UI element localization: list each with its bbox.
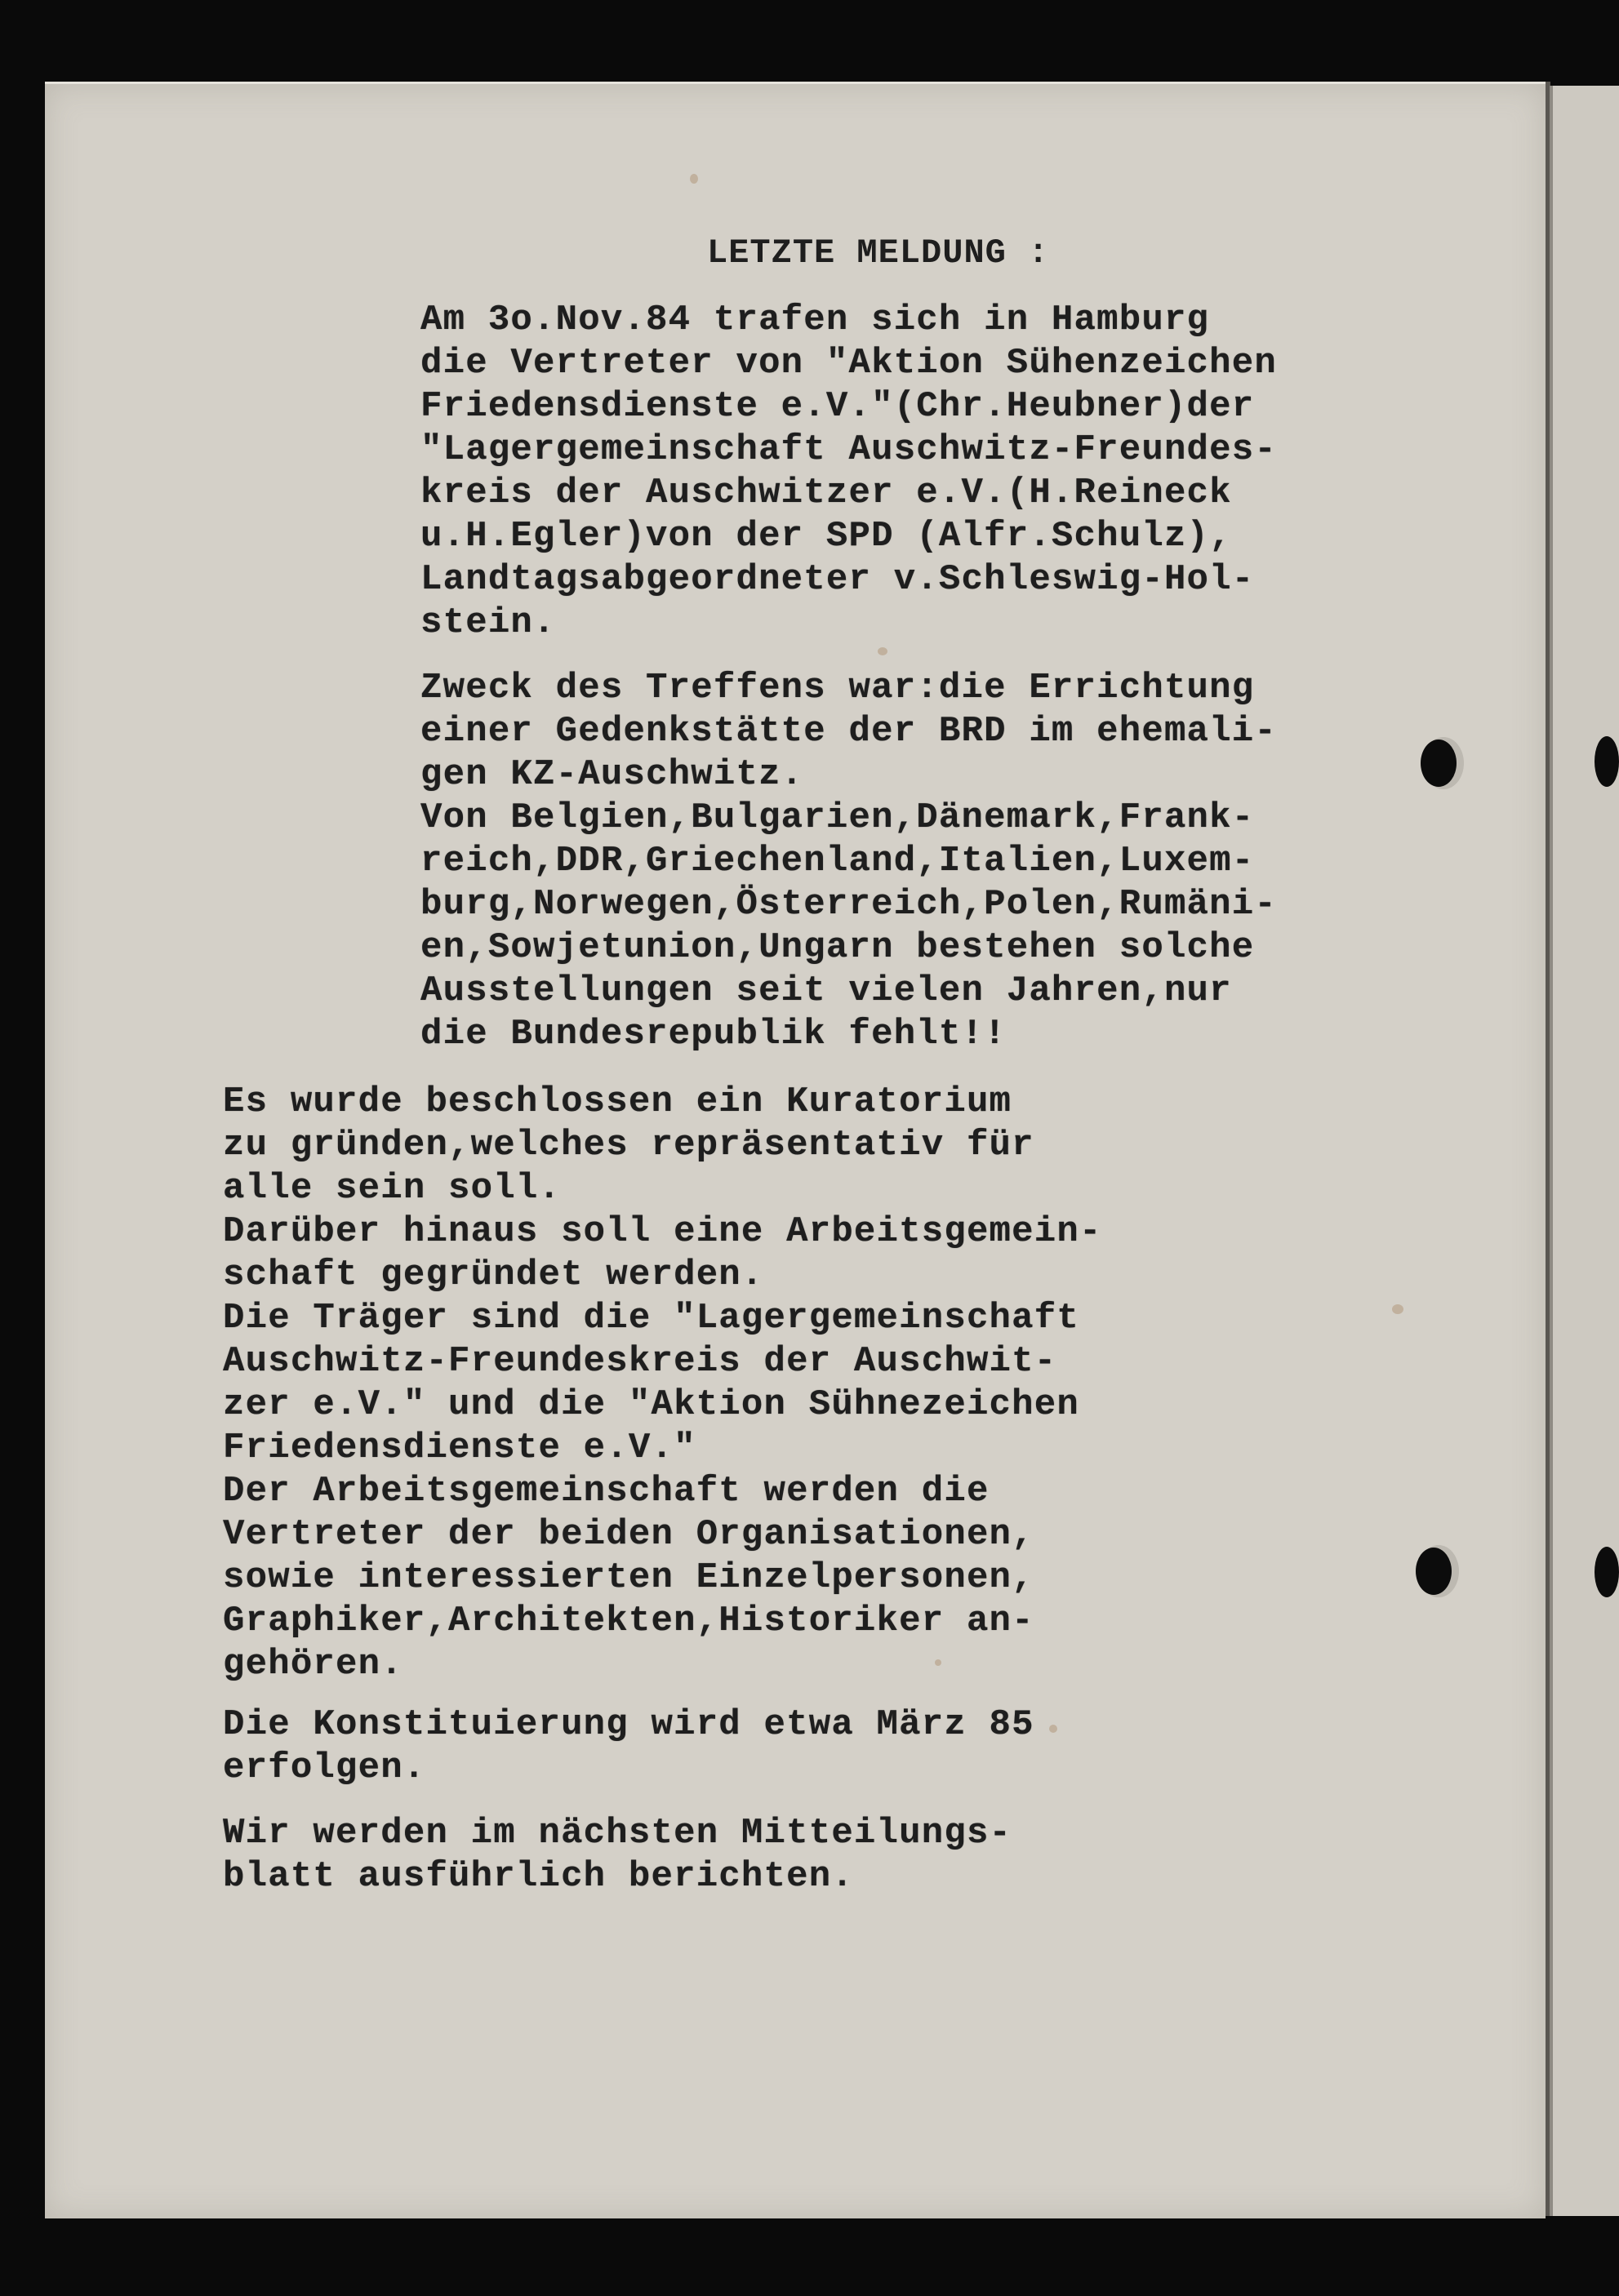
punch-hole-next-page-bottom <box>1595 1547 1619 1597</box>
paragraph-closing-note: Wir werden im nächsten Mitteilungs- blatt ausführlich berichten. <box>223 1813 1012 1897</box>
paper-speck <box>690 174 698 184</box>
punch-hole-next-page-top <box>1595 736 1619 787</box>
paragraph-meeting-report: Am 3o.Nov.84 trafen sich in Hamburg die Vertreter von "Aktion Sühenzeichen Friedensdienste e.V."(Chr.Heubner)der "Lagergemeinschaft Auschwitz-Freundes- kreis der Auschwitzer e.V.(H.Reineck u.H.Egler)von der SPD (Alfr.Schulz), Landtagsabgeordneter v.Schleswig-Hol- stein. <box>420 300 1277 643</box>
paper-speck <box>1049 1725 1057 1733</box>
document-heading: LETZTE MELDUNG : <box>707 233 1050 273</box>
punch-hole-bottom <box>1416 1548 1452 1595</box>
paragraph-constitution-date: Die Konstituierung wird etwa März 85 erfolgen. <box>223 1704 1034 1788</box>
paragraph-meeting-purpose: Zweck des Treffens war:die Errichtung einer Gedenkstätte der BRD im ehemali- gen KZ-Auschwitz. Von Belgien,Bulgarien,Dänemark,Frank- reich,DDR,Griechenland,Italien,Luxem- burg,Norwegen,Österreich,Polen,Rumäni- en,Sowjetunion,Ungarn bestehen solche Ausstellungen seit vielen Jahren,nur die Bundesrepublik fehlt!! <box>420 668 1277 1055</box>
adjacent-page-edge <box>1550 86 1619 2216</box>
punch-hole-top <box>1421 739 1457 787</box>
paper-speck <box>878 647 887 655</box>
paper-speck <box>1392 1304 1403 1314</box>
paragraph-decision: Es wurde beschlossen ein Kuratorium zu gründen,welches repräsentativ für alle sein soll. Darüber hinaus soll eine Arbeitsgemein- schaft gegründet werden. Die Träger sind die "Lagergemeinschaft Auschwitz-Freundeskreis der Auschwit- zer e.V." und die "Aktion Sühnezeichen Friedensdienste e.V." Der Arbeitsgemeinschaft werden die Vertreter der beiden Organisationen, sowie interessierten Einzelpersonen, Graphiker,Architekten,Historiker an- gehören. <box>223 1081 1102 1685</box>
